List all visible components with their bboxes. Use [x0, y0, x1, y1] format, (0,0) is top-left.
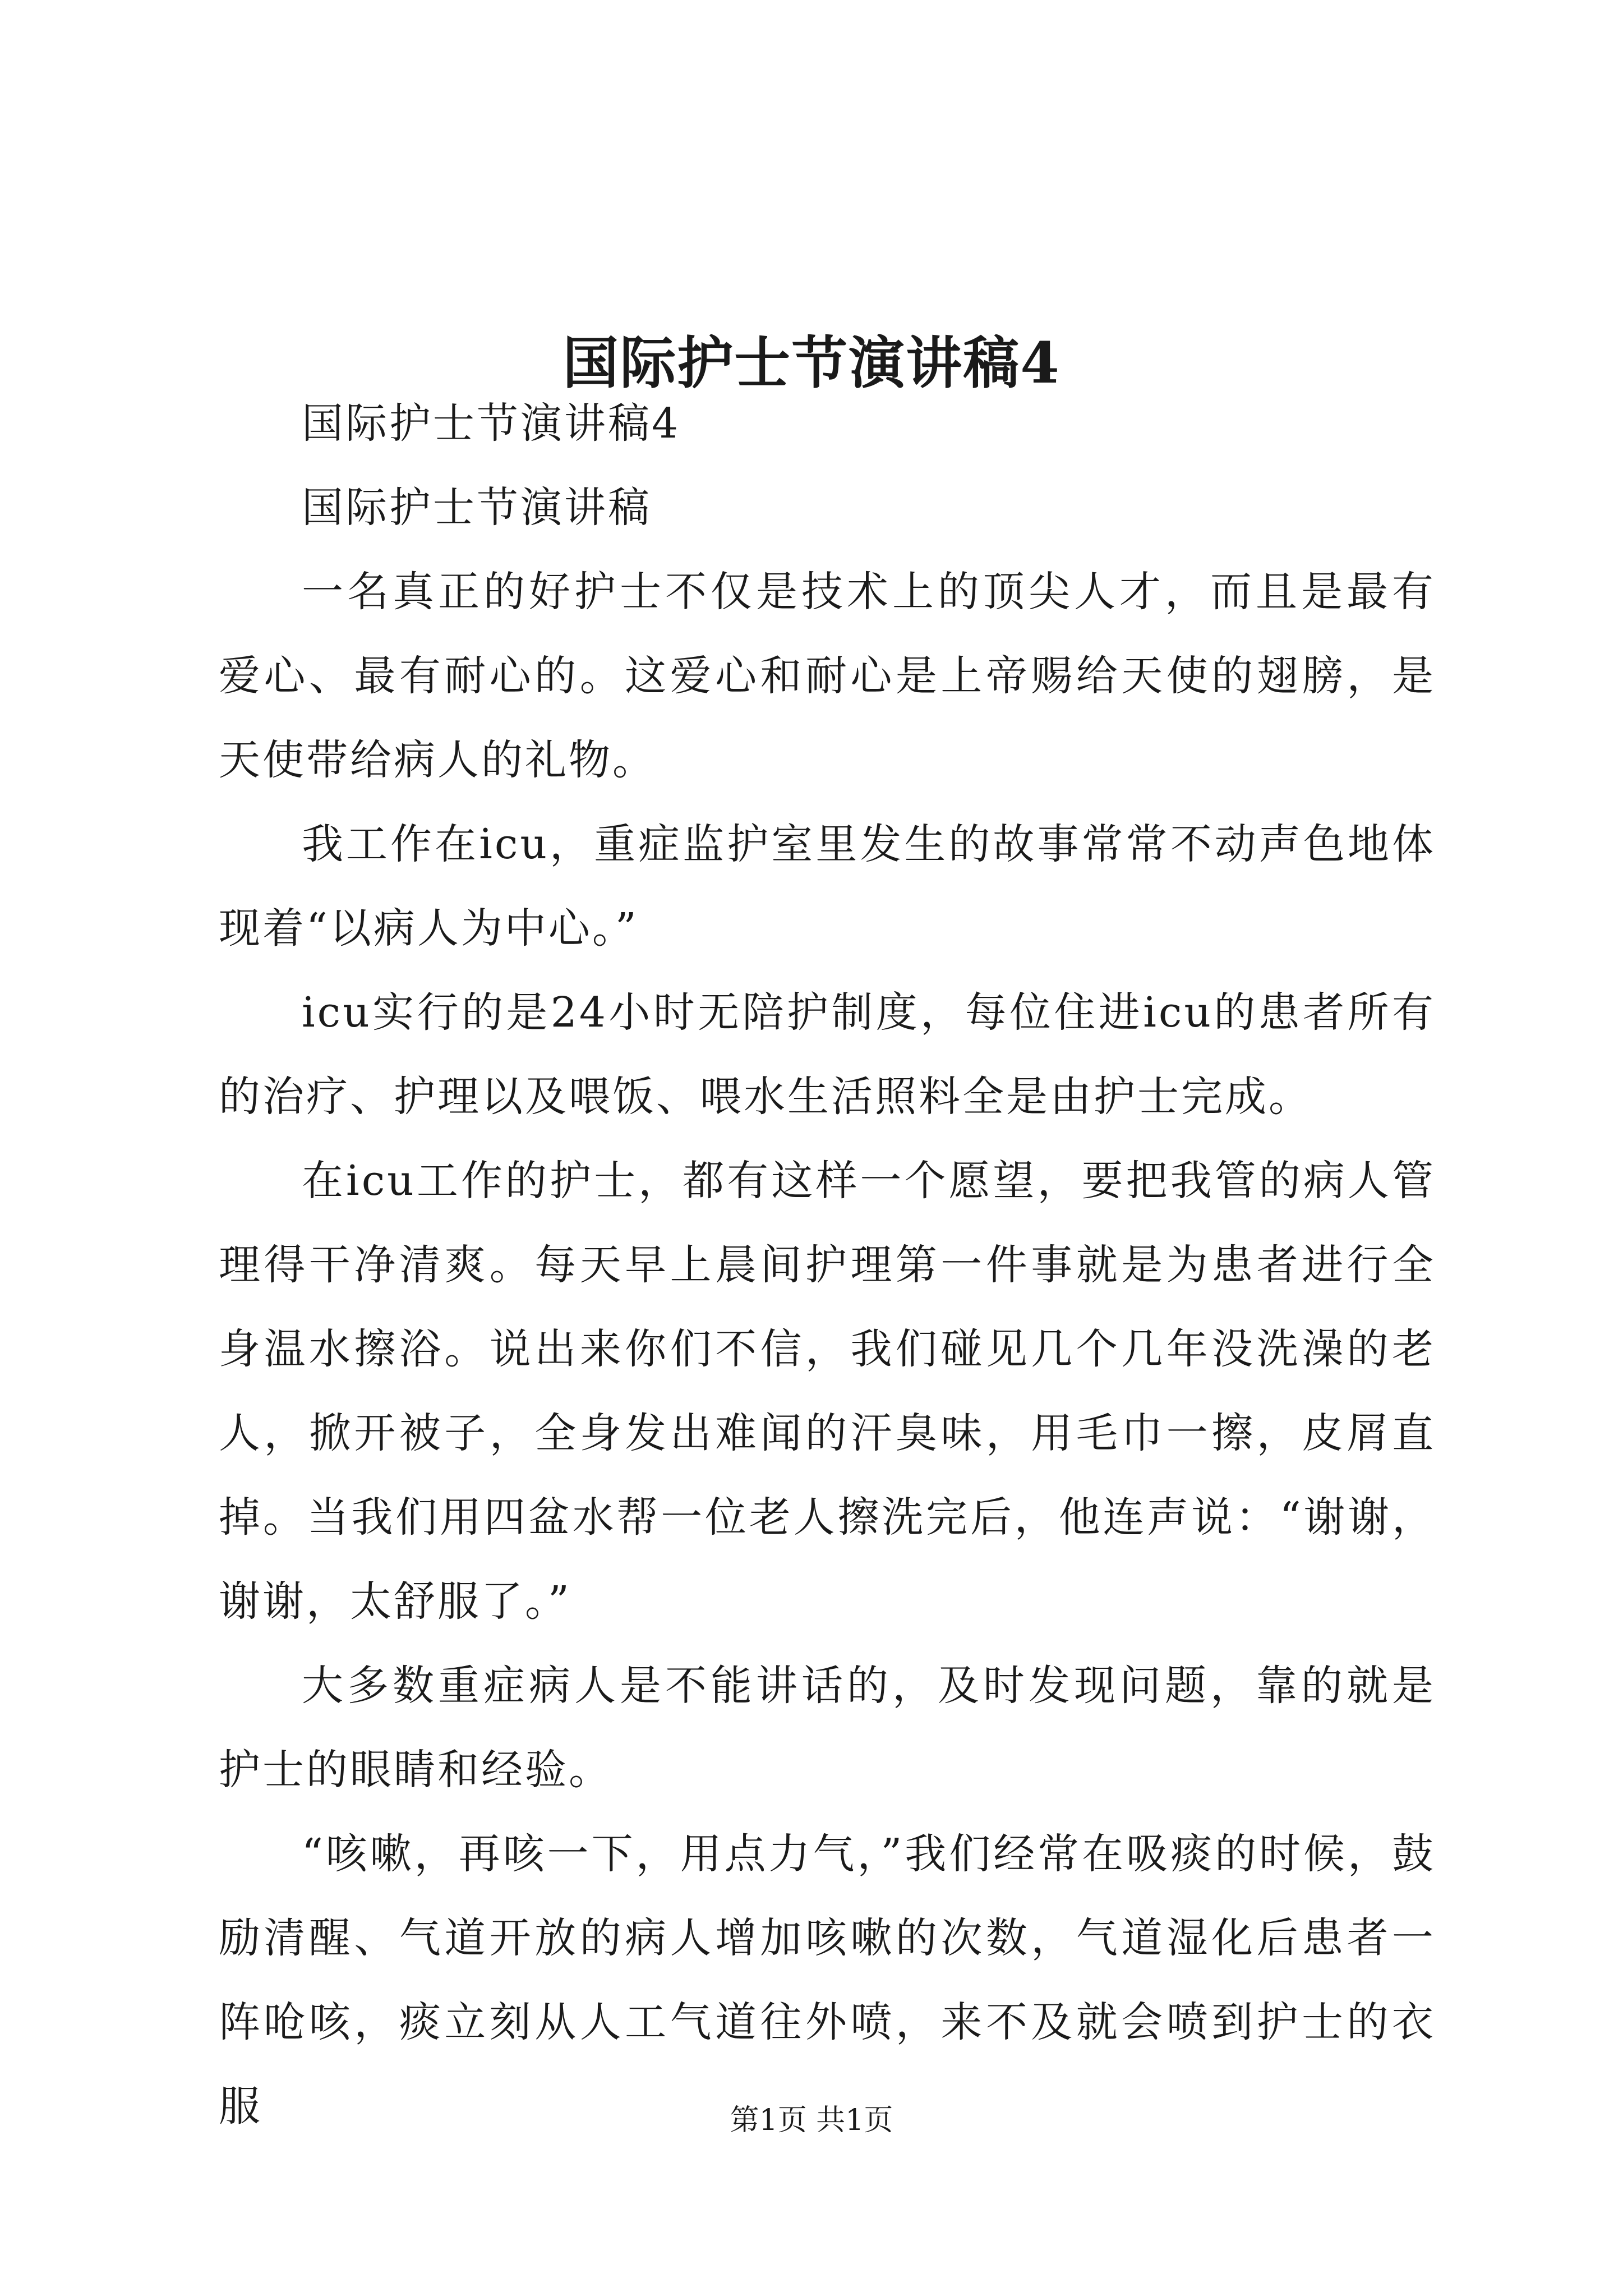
paragraph: 国际护士节演讲稿4	[302, 399, 681, 448]
document-title: 国际护士节演讲稿4	[562, 330, 1061, 396]
paragraph: “咳嗽，再咳一下，用点力气，”我们经常在吸痰的时候，鼓励清醒、气道开放的病人增加咳嗽的次数，气道湿化后患者一阵呛咳，痰立刻从人工气道往外喷，来不及就会喷到护士的衣服	[219, 1830, 1436, 2131]
paragraph: 国际护士节演讲稿	[302, 484, 652, 532]
paragraph: 在icu工作的护士，都有这样一个愿望，要把我管的病人管理得干净清爽。每天早上晨间护理第一件事就是为患者进行全身温水擦浴。说出来你们不信，我们碰见几个几年没洗澡的老人，掀开被子，全身发出难闻的汗臭味，用毛巾一擦，皮屑直掉。当我们用四盆水帮一位老人擦洗完后，他连声说：“谢谢，谢谢，太舒服了。”	[219, 1157, 1436, 1626]
document-body	[219, 381, 1436, 2148]
paragraph: 一名真正的好护士不仅是技术上的顶尖人才，而且是最有爱心、最有耐心的。这爱心和耐心是上帝赐给天使的翅膀，是天使带给病人的礼物。	[219, 568, 1436, 784]
paragraph: 我工作在icu，重症监护室里发生的故事常常不动声色地体现着“以病人为中心。”	[219, 820, 1436, 953]
paragraph: icu实行的是24小时无陪护制度，每位住进icu的患者所有的治疗、护理以及喂饭、喂水生活照料全是由护士完成。	[219, 988, 1436, 1121]
page-footer: 第1页 共1页	[730, 2104, 893, 2137]
paragraph: 大多数重症病人是不能讲话的，及时发现问题，靠的就是护士的眼睛和经验。	[219, 1662, 1436, 1794]
